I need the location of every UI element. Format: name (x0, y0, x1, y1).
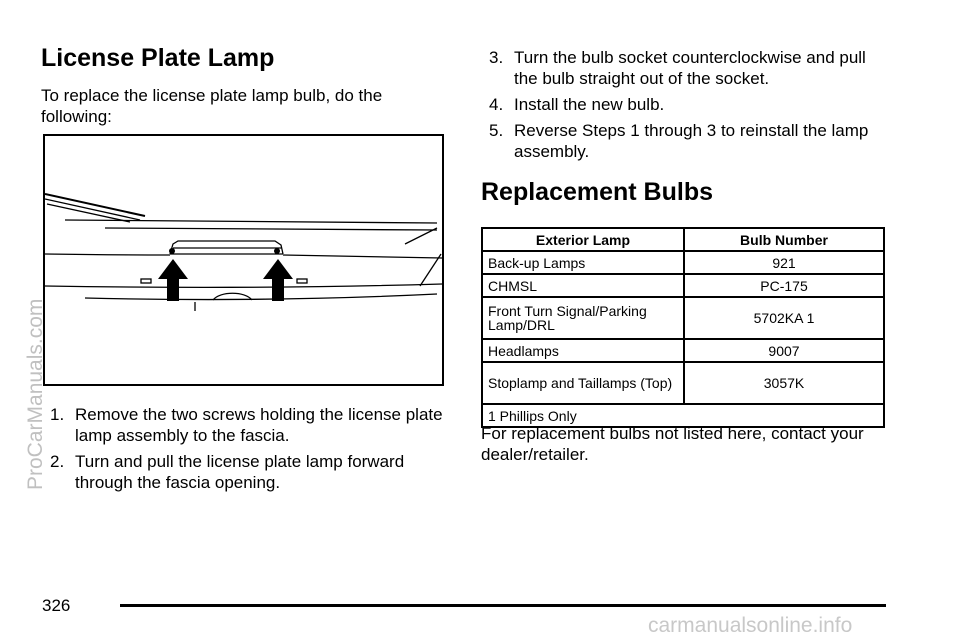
section-title: Replacement Bulbs (481, 178, 714, 206)
table-cell: 3057K (684, 362, 884, 404)
list-item: 1. Remove the two screws holding the license plate lamp assembly to the fascia. (50, 405, 443, 445)
table-cell: CHMSL (482, 274, 684, 297)
list-item: 2. Turn and pull the license plate lamp forward through the fascia opening. (50, 452, 405, 492)
table-cell: 9007 (684, 339, 884, 362)
table-cell: PC-175 (684, 274, 884, 297)
steps-list-left (42, 404, 452, 498)
list-item: 4. Install the new bulb. (489, 95, 665, 114)
arrow-up-icon (263, 259, 293, 301)
table-cell: 5702KA 1 (684, 297, 884, 339)
list-item: 5. Reverse Steps 1 through 3 to reinstall the lamp assembly. (489, 121, 869, 161)
page-title: License Plate Lamp (41, 44, 275, 72)
bottom-watermark: carmanualsonline.info (648, 614, 853, 637)
table-header-row (482, 228, 884, 251)
table-cell: Front Turn Signal/Parking Lamp/DRL (482, 297, 684, 339)
table-cell: Stoplamp and Taillamps (Top) (482, 362, 684, 404)
table-cell: Back-up Lamps (482, 251, 684, 274)
column-header: Bulb Number (684, 228, 884, 251)
steps-list-right (481, 47, 891, 167)
list-item: 3. Turn the bulb socket counterclockwise and pull the bulb straight out of the socket. (489, 48, 866, 88)
column-header: Exterior Lamp (482, 228, 684, 251)
table-row (482, 339, 884, 362)
note-paragraph: For replacement bulbs not listed here, contact your dealer/retailer. (481, 424, 864, 464)
table-row (482, 362, 884, 404)
side-watermark: ProCarManuals.com (24, 298, 47, 490)
table-row (482, 297, 884, 339)
bulbs-table (481, 227, 885, 428)
table-footnote: 1 Phillips Only (482, 404, 884, 427)
arrow-up-icon (158, 259, 188, 301)
table-row (482, 251, 884, 274)
illustration-drawing (45, 136, 442, 384)
table-cell: Headlamps (482, 339, 684, 362)
page-number: 326 (42, 596, 71, 615)
footer-rule (120, 604, 886, 607)
intro-paragraph: To replace the license plate lamp bulb, do the following: (41, 86, 383, 126)
license-plate-lamp-illustration (43, 134, 444, 386)
table-cell: 921 (684, 251, 884, 274)
table-row (482, 274, 884, 297)
